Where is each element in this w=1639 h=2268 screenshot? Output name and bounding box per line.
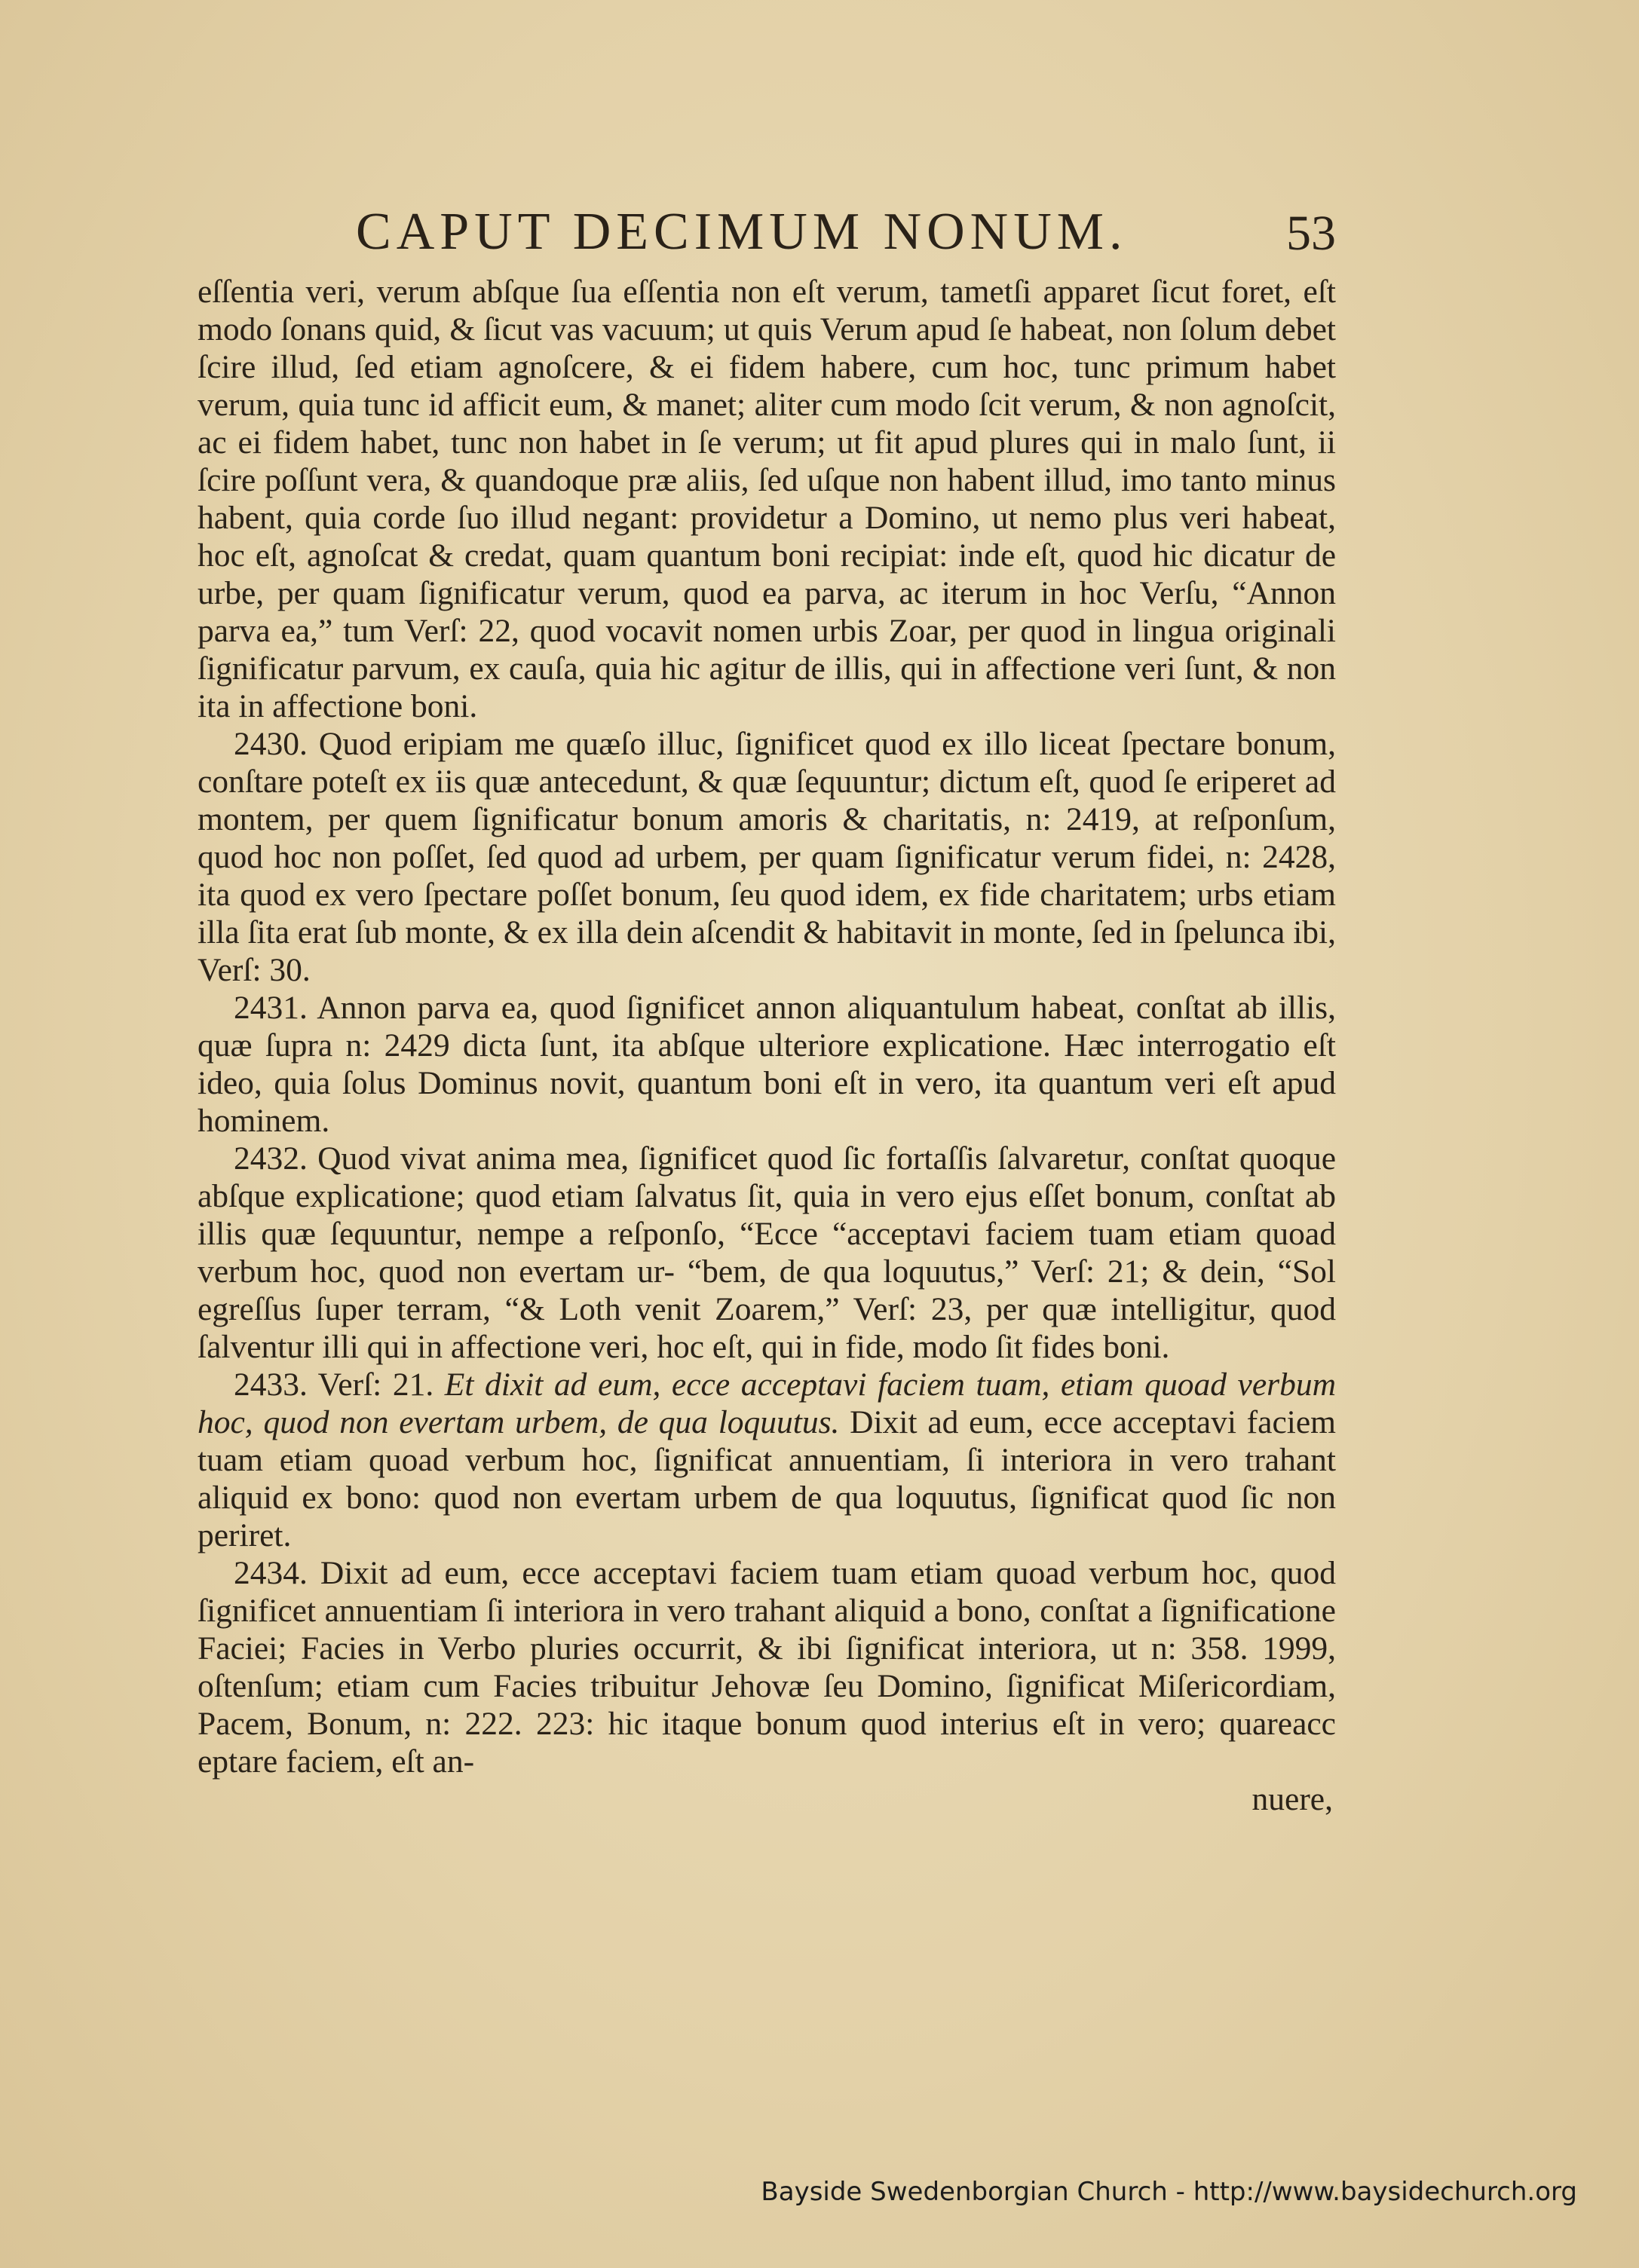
paragraph-text: Quod eripiam me quæſo illuc, ſignificet quod ex illo liceat ſpectare bonum, conſtare poteſt ex iis quæ antecedunt, & quæ ſequuntur; dictum eſt, quod ſe eriperet ad montem, per quem ſignificatur bonum amoris & charitatis, n: 2419, at reſponſum, quod hoc non poſſet, ſed quod ad urbem, per quam ſignificatur verum fidei, n: 2428, ita quod ex vero ſpectare poſſet bonum, ſeu quod idem, ex fide charitatem; urbs etiam illa ſita erat ſub monte, & ex illa dein aſcendit & habitavit in monte, ſed in ſpelunca ibi, Verſ: 30. xyxy=(198,726,1337,988)
paragraph-number: 2430. xyxy=(234,726,308,762)
page-header xyxy=(198,194,1336,270)
scripture-quotation: Et dixit ad eum, ecce acceptavi faciem tuam, etiam quoad verbum hoc, quod non evertam urbem, de qua loquutus. xyxy=(198,1367,1336,1440)
verse-reference: Verſ: 21. xyxy=(307,1367,445,1403)
paragraph-2434 xyxy=(198,1554,1336,1780)
paragraph-text: Dixit ad eum, ecce acceptavi faciem tuam etiam quoad verbum hoc, quod ſignificet annuentiam ſi interiora in vero trahant aliquid a bono, conſtat a ſignificatione Faciei; Facies in Verbo pluries occurrit, & ibi ſignificat interiora, ut n: 358. 1999, oſtenſum; etiam cum Facies tribuitur Jehovæ ſeu Domino, ſignificat Miſericordiam, Pacem, Bonum, n: 222. 223: hic itaque bonum quod interius eſt in vero; quareacc eptare faciem, eſt an- xyxy=(198,1555,1336,1780)
body-text xyxy=(198,273,1336,1818)
paragraph-text: Annon parva ea, quod ſignificet annon aliquantulum habeat, conſtat ab illis, quæ ſupra n: 2429 dicta ſunt, ita abſque ulteriore explicatione. Hæc interrogatio eſt ideo, quia ſolus Dominus novit, quantum boni eſt in vero, ita quantum veri eſt apud hominem. xyxy=(198,990,1336,1139)
paragraph-text: Dixit ad eum, ecce acceptavi faciem tuam etiam quoad verbum hoc, ſignificat annuentiam, ſi interiora in vero trahant aliquid ex bono: quod non evertam urbem de qua loquutus, ſignificat quod ſic non periret. xyxy=(198,1404,1337,1553)
running-title: CAPUT DECIMUM NONUM. xyxy=(356,203,1128,261)
paragraph-2431 xyxy=(198,989,1336,1140)
paragraph-number: 2431. xyxy=(234,990,308,1026)
footer-credit: Bayside Swedenborgian Church - http://www.baysidechurch.org xyxy=(761,2177,1577,2207)
page-number: 53 xyxy=(1286,206,1336,261)
paragraph-2430 xyxy=(198,725,1336,989)
paragraph-continuation: eſſentia veri, verum abſque ſua eſſentia non eſt verum, tametſi apparet ſicut foret, eſt modo ſonans quid, & ſicut vas vacuum; ut quis Verum apud ſe habeat, non ſolum debet ſcire illud, ſed etiam agnoſcere, & ei fidem habere, cum hoc, tunc primum habet verum, quia tunc id afficit eum, & manet; aliter cum modo ſcit verum, & non agnoſcit, ac ei fidem habet, tunc non habet in ſe verum; ut fit apud plures qui in malo ſunt, ii ſcire poſſunt vera, & quandoque præ aliis, ſed uſque non habent illud, imo tanto minus habent, quia corde ſuo illud negant: providetur a Domino, ut nemo plus veri habeat, hoc eſt, agnoſcat & credat, quam quantum boni recipiat: inde eſt, quod hic dicatur de urbe, per quam ſignificatur verum, quod ea parva, ac iterum in hoc Verſu, “Annon parva ea,” tum Verſ: 22, quod vocavit nomen urbis Zoar, per quod in lingua originali ſignificatur parvum, ex cauſa, quia hic agitur de illis, qui in affectione veri ſunt, & non ita in affectione boni. xyxy=(198,274,1336,724)
paragraph-number: 2432. xyxy=(234,1140,308,1177)
paragraph-text: Quod vivat anima mea, ſignificet quod ſic fortaſſis ſalvaretur, conſtat quoque abſque explicatione; quod etiam ſalvatus ſit, quia in vero ejus eſſet bonum, conſtat ab illis quæ ſequuntur, nempe a reſponſo, “Ecce “acceptavi faciem tuam etiam quoad verbum hoc, quod non evertam ur- “bem, de qua loquutus,” Verſ: 21; & dein, “Sol egreſſus ſuper terram, “& Loth venit Zoarem,” Verſ: 23, per quæ intelligitur, quod ſalventur illi qui in affectione veri, hoc eſt, qui in fide, modo ſit fides boni. xyxy=(198,1140,1336,1365)
catchword: nuere, xyxy=(1251,1781,1333,1817)
paragraph-number: 2434. xyxy=(234,1555,308,1591)
paragraph-number: 2433. xyxy=(234,1367,308,1403)
paragraph-2433 xyxy=(198,1366,1336,1554)
paragraph-2432 xyxy=(198,1140,1336,1366)
